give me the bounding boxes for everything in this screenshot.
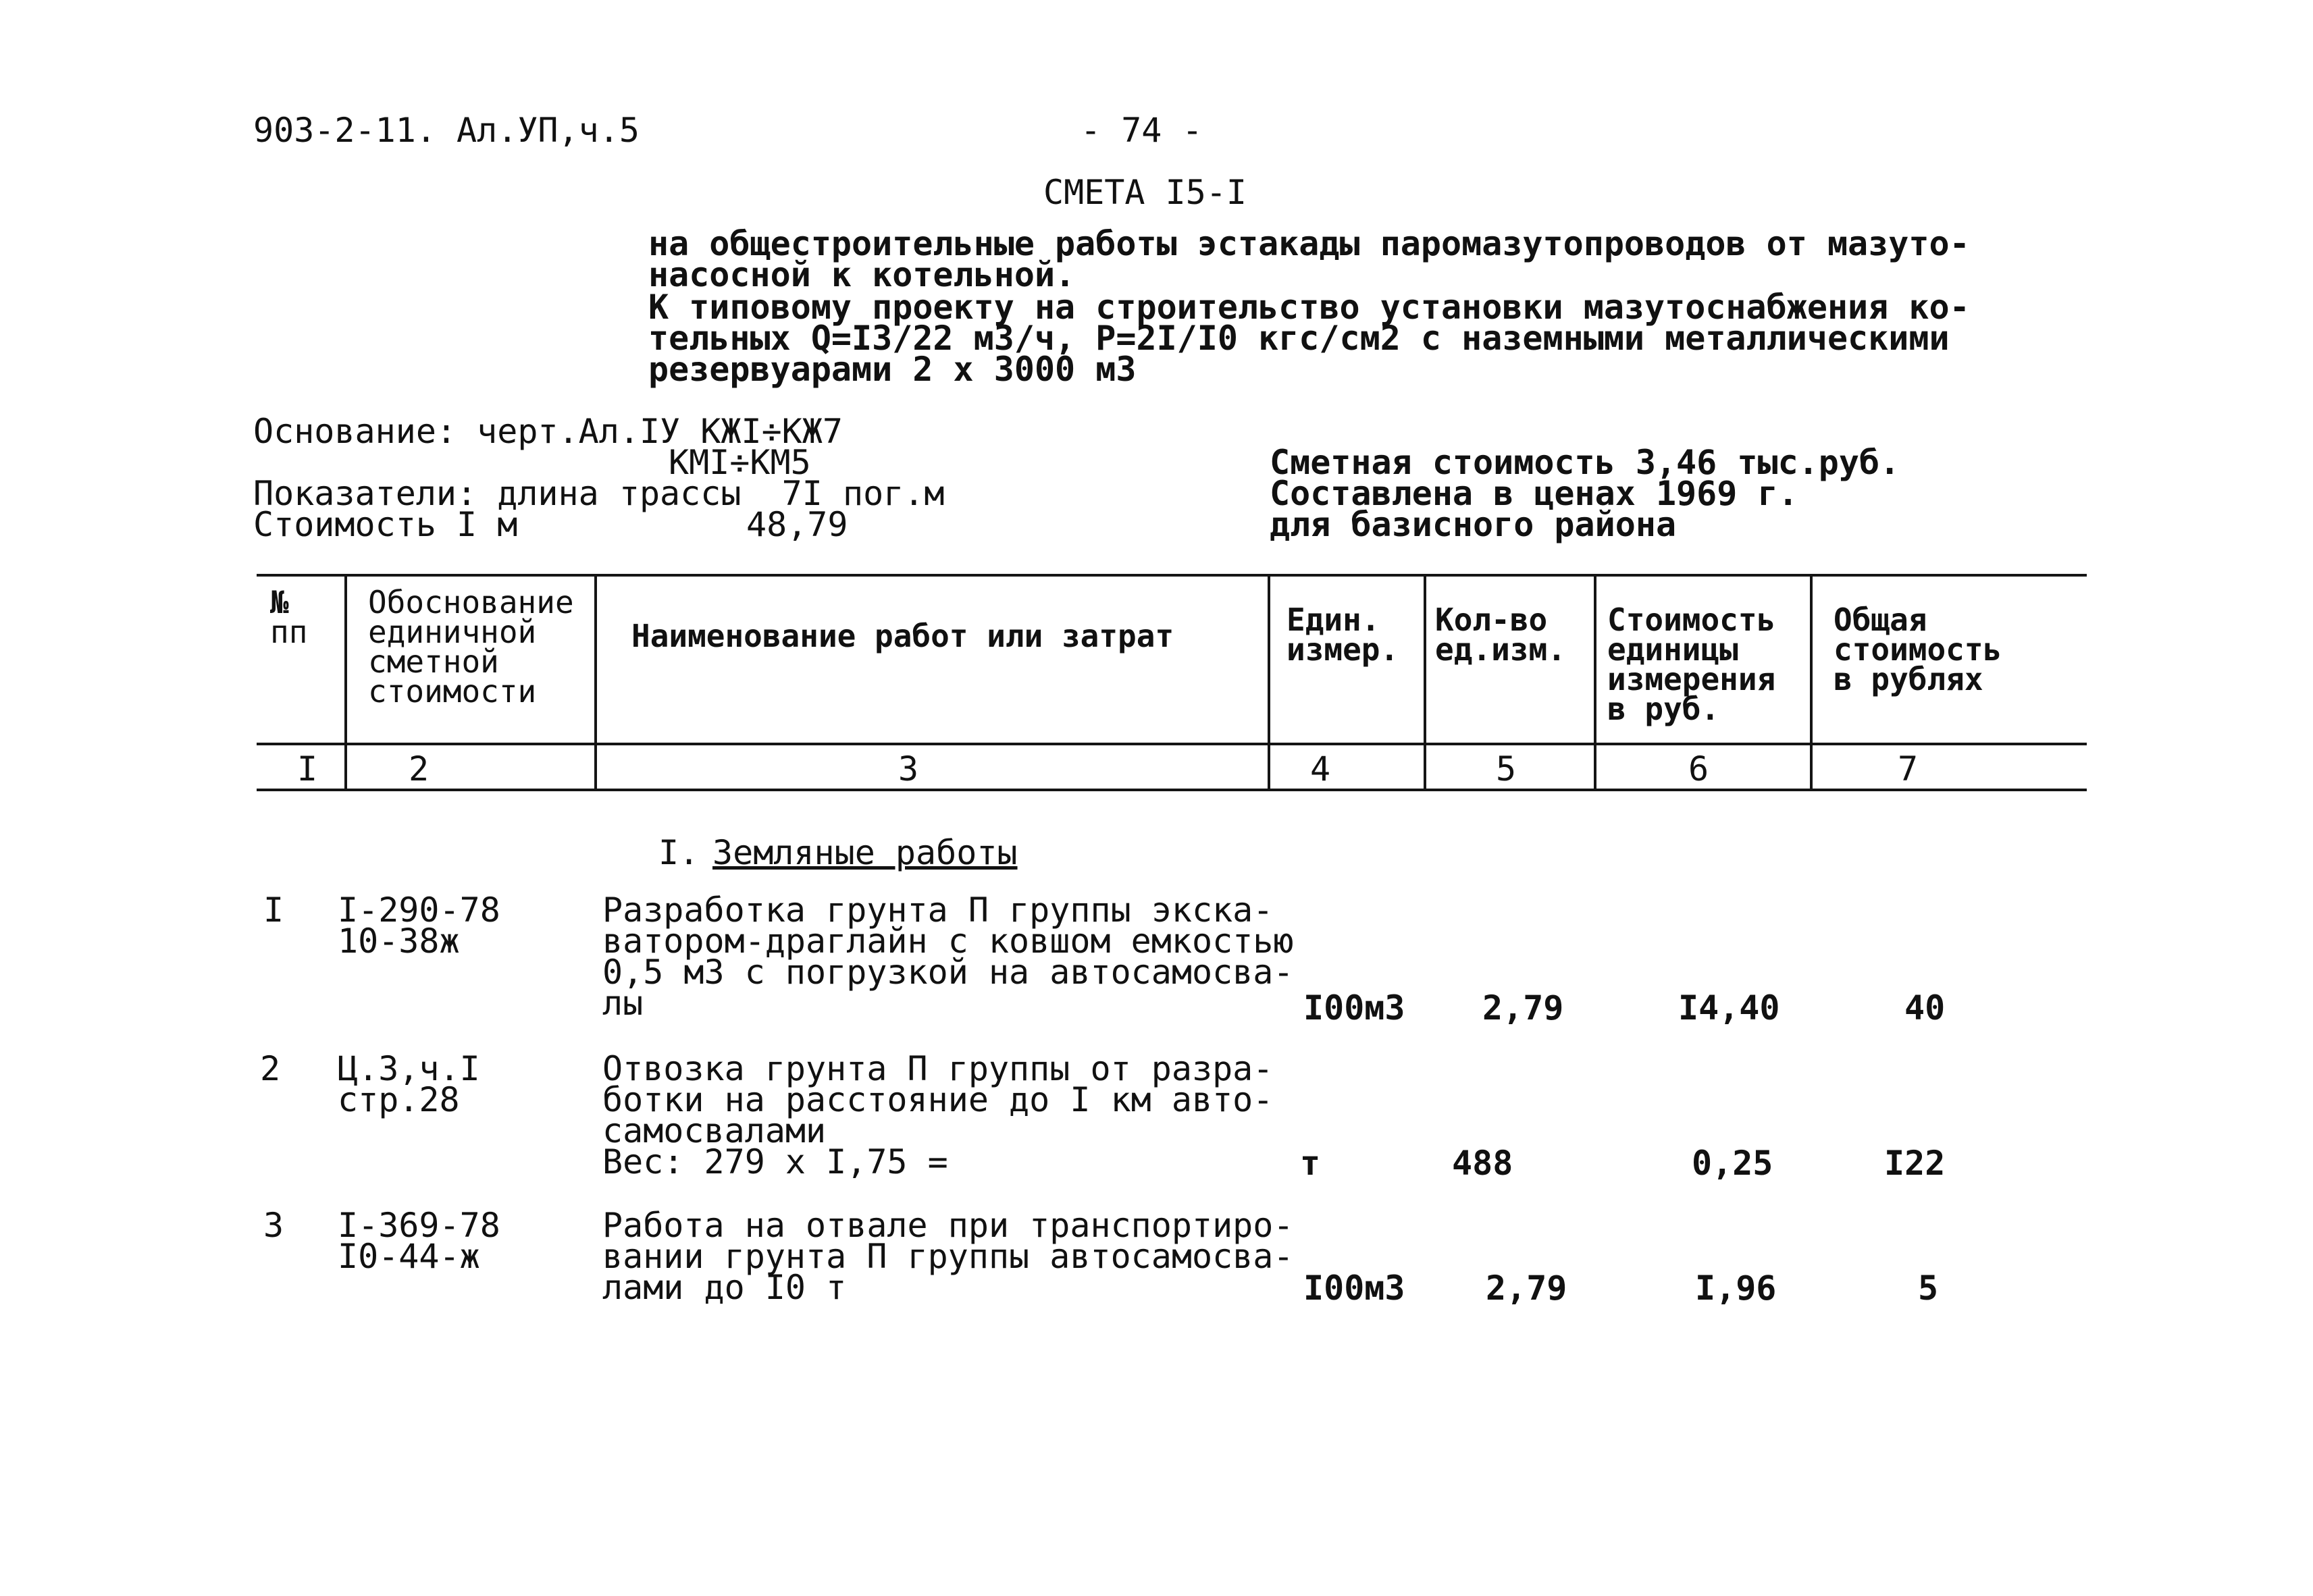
column-divider-5 (1594, 575, 1596, 790)
row-total: I22 (1884, 1144, 1946, 1183)
column-number-6: 6 (1688, 749, 1709, 789)
row-name-line: самосвалами (602, 1111, 827, 1150)
column-divider-1 (344, 575, 347, 790)
row-name-line: 0,5 м3 с погрузкой на автосамосва- (602, 953, 1294, 992)
cost-per-meter-value: 48,79 (746, 505, 848, 544)
row-number: 2 (260, 1049, 281, 1088)
header-unit-cost-2: единицы (1607, 631, 1738, 668)
row-basis-line: I-290-78 (338, 890, 500, 930)
header-unit-cost-3: измерения (1607, 661, 1776, 697)
header-basis-2: единичной (368, 614, 537, 650)
basis-line-1: Основание: черт.Ал.IУ КЖI÷КЖ7 (253, 412, 843, 451)
column-number-1: I (297, 749, 318, 789)
section-number: I. (658, 833, 700, 872)
subtitle-line-2: насосной к котельной. (648, 255, 1076, 294)
header-num-2: пп (270, 614, 308, 650)
header-unit-1: Един. (1287, 602, 1380, 638)
row-total: 40 (1904, 988, 1946, 1028)
header-basis-3: сметной (368, 643, 499, 680)
header-total-2: стоимость (1834, 631, 2002, 668)
row-quantity: 2,79 (1482, 988, 1564, 1028)
subtitle-line-4: тельных Q=I3/22 м3/ч, Р=2I/I0 кгс/см2 с наземными металлическими (648, 319, 1950, 358)
row-name-line: лами до I0 т (602, 1268, 847, 1307)
row-number: 3 (263, 1206, 284, 1245)
row-name-line: Вес: 279 х I,75 = (602, 1142, 948, 1181)
column-number-3: 3 (898, 749, 919, 789)
row-number: I (263, 890, 284, 930)
section-title: Земляные работы (712, 833, 1018, 872)
row-unit-cost: 0,25 (1692, 1144, 1773, 1183)
row-name-line: вании грунта П группы автосамосва- (602, 1237, 1294, 1276)
header-total-1: Общая (1834, 602, 1927, 638)
column-number-5: 5 (1496, 749, 1517, 789)
subtitle-line-1: на общестроительные работы эстакады паромазутопроводов от мазуто- (648, 224, 1970, 263)
row-name-line: ватором-драглайн с ковшом емкостью (602, 922, 1294, 961)
header-unit-2: измер. (1287, 631, 1399, 668)
column-number-7: 7 (1898, 749, 1919, 789)
header-name: Наименование работ или затрат (631, 618, 1174, 654)
prices-year: Составлена в ценах 1969 г. (1270, 474, 1798, 513)
header-unit-cost-1: Стоимость (1607, 602, 1776, 638)
row-name-line: ботки на расстояние до I км авто- (602, 1080, 1274, 1119)
row-basis-line: стр.28 (338, 1080, 460, 1119)
column-number-4: 4 (1310, 749, 1331, 789)
estimated-cost: Сметная стоимость 3,46 тыс.руб. (1270, 443, 1900, 482)
row-basis-line: I-369-78 (338, 1206, 500, 1245)
row-unit: I00м3 (1303, 988, 1405, 1028)
column-divider-3 (1268, 575, 1270, 790)
indicators-line: Показатели: длина трассы 7I пог.м (253, 474, 945, 513)
basis-line-2: КМI÷КМ5 (669, 443, 811, 482)
header-num-1: № (270, 584, 289, 620)
header-total-3: в рублях (1834, 661, 1983, 697)
header-qty-2: ед.изм. (1435, 631, 1566, 668)
column-divider-4 (1424, 575, 1426, 790)
row-basis-line: 10-38ж (338, 922, 460, 961)
row-name-line: Разработка грунта П группы экска- (602, 890, 1274, 930)
document-code: 903-2-11. Ал.УП,ч.5 (253, 111, 640, 150)
cost-per-meter-label: Стоимость I м (253, 505, 518, 544)
row-unit: I00м3 (1303, 1269, 1405, 1308)
column-number-2: 2 (409, 749, 430, 789)
row-basis-line: Ц.3,ч.I (338, 1049, 480, 1088)
row-name-line: Работа на отвале при транспортиро- (602, 1206, 1294, 1245)
row-total: 5 (1918, 1269, 1939, 1308)
column-divider-2 (594, 575, 597, 790)
base-region: для базисного района (1270, 505, 1677, 544)
row-quantity: 488 (1452, 1144, 1513, 1183)
estimate-title: СМЕТА I5-I (1043, 173, 1247, 212)
row-name-line: лы (602, 984, 644, 1023)
page-number: - 74 - (1081, 111, 1203, 150)
header-qty-1: Кол-во (1435, 602, 1548, 638)
header-basis-1: Обоснование (368, 584, 574, 620)
subtitle-line-5: резервуарами 2 х 3000 м3 (648, 350, 1137, 389)
column-divider-6 (1810, 575, 1813, 790)
row-quantity: 2,79 (1486, 1269, 1567, 1308)
row-name-line: Отвозка грунта П группы от разра- (602, 1049, 1274, 1088)
row-unit-cost: I4,40 (1678, 988, 1780, 1028)
row-unit: т (1300, 1144, 1321, 1183)
row-basis-line: I0-44-ж (338, 1237, 480, 1276)
subtitle-line-3: К типовому проекту на строительство установки мазутоснабжения ко- (648, 288, 1970, 327)
header-basis-4: стоимости (368, 673, 537, 710)
header-unit-cost-4: в руб. (1607, 691, 1720, 727)
row-unit-cost: I,96 (1695, 1269, 1777, 1308)
